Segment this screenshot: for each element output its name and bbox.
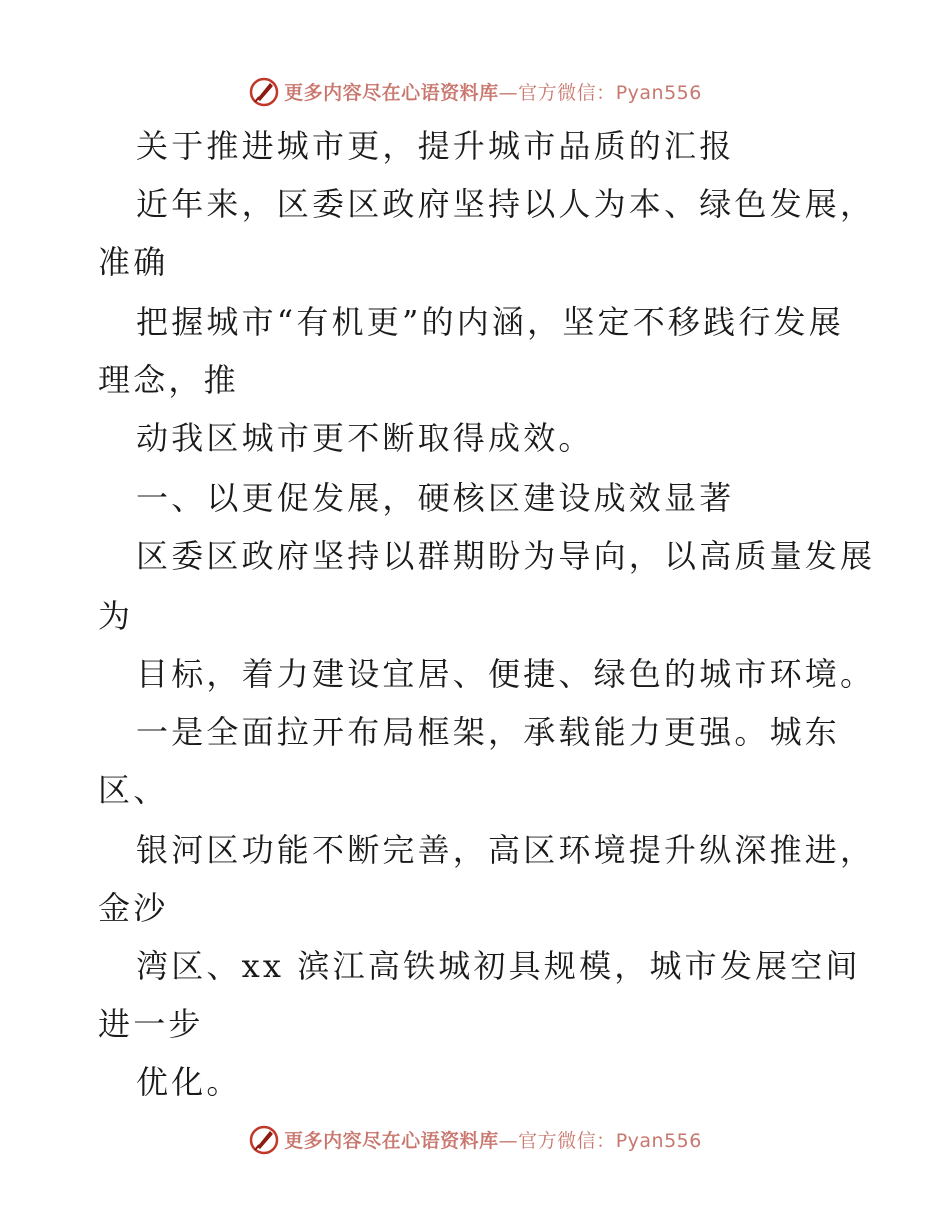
- paragraph-line: 理念，推: [98, 361, 239, 399]
- watermark-separator: —: [498, 81, 519, 104]
- watermark-official: 官方微信：: [518, 1129, 616, 1152]
- paragraph-line: 区、: [98, 771, 169, 809]
- watermark-brand: 更多内容尽在心语资料库: [284, 81, 499, 104]
- watermark-text: [284, 1126, 702, 1153]
- paragraph-line: 金沙: [98, 889, 169, 927]
- watermark-official: 官方微信：: [518, 81, 616, 104]
- watermark-wechat-id: Pyan556: [615, 1129, 702, 1152]
- paragraph-line: 准确: [98, 243, 169, 281]
- watermark-text: [284, 78, 702, 105]
- paragraph-line: 银河区功能不断完善，高区环境提升纵深推进，: [136, 831, 876, 869]
- watermark-brand: 更多内容尽在心语资料库: [284, 1129, 499, 1152]
- document-title: 关于推进城市更，提升城市品质的汇报: [136, 127, 735, 165]
- section-heading: 一、以更促发展，硬核区建设成效显著: [136, 479, 735, 517]
- paragraph-line: 目标，着力建设宜居、便捷、绿色的城市环境。: [136, 655, 876, 693]
- paragraph-line: 优化。: [136, 1063, 242, 1101]
- watermark-separator: —: [498, 1129, 519, 1152]
- header-watermark: [0, 71, 950, 111]
- paragraph-line: 动我区城市更不断取得成效。: [136, 419, 594, 457]
- paragraph-line: 把握城市“有机更”的内涵，坚定不移践行发展: [136, 303, 844, 341]
- footer-watermark: [0, 1119, 950, 1159]
- watermark-wechat-id: Pyan556: [615, 81, 702, 104]
- paragraph-line: 湾区、xx 滨江高铁城初具规模，城市发展空间: [136, 947, 861, 985]
- paragraph-line: 进一步: [98, 1005, 204, 1043]
- feather-quill-logo-icon: [248, 1123, 280, 1155]
- paragraph-line: 为: [98, 597, 134, 635]
- feather-quill-logo-icon: [248, 75, 280, 107]
- paragraph-line: 区委区政府坚持以群期盼为导向，以高质量发展: [136, 537, 876, 575]
- paragraph-line: 近年来，区委区政府坚持以人为本、绿色发展，: [136, 185, 876, 223]
- paragraph-line: 一是全面拉开布局框架，承载能力更强。城东: [136, 713, 841, 751]
